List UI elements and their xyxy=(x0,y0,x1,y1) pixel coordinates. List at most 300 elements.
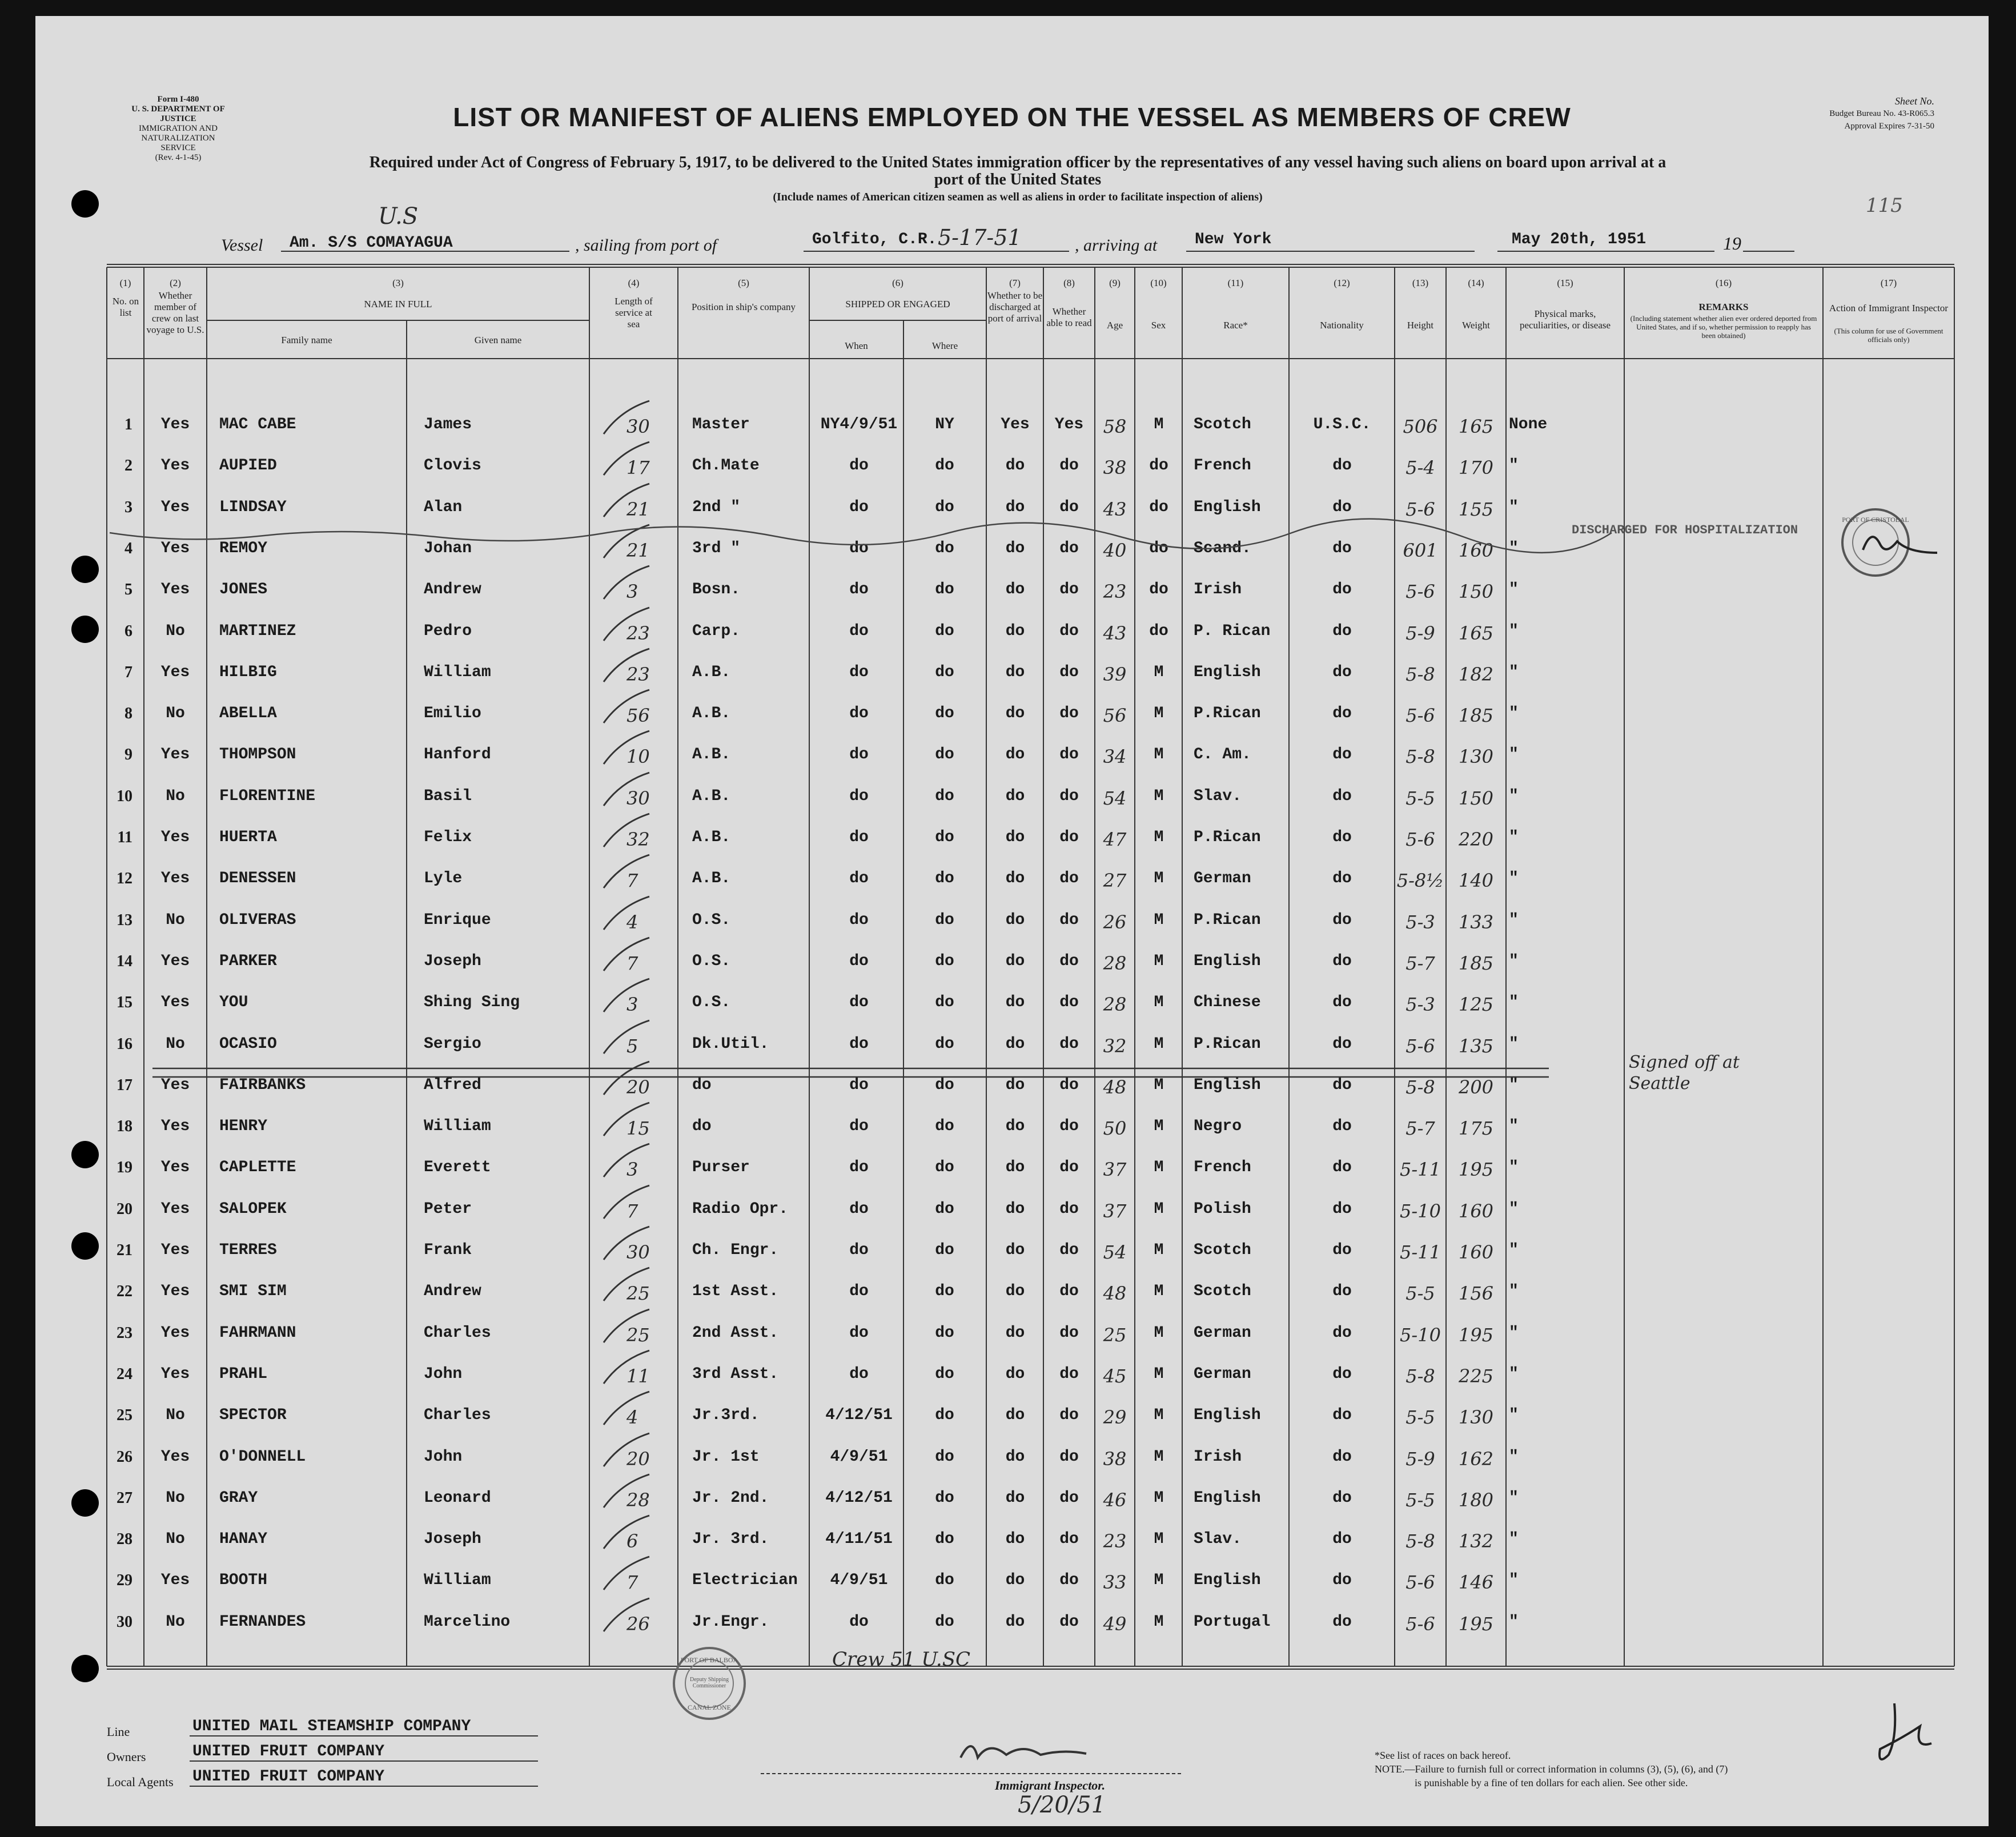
height-cell: 5-8½ xyxy=(1396,870,1444,891)
col2-num: (2) xyxy=(170,278,181,288)
position-cell: 3rd " xyxy=(692,540,741,557)
row-number: 13 xyxy=(117,911,132,929)
marks-cell: " xyxy=(1509,705,1519,722)
marks-cell: " xyxy=(1509,1324,1519,1342)
race-cell: English xyxy=(1194,664,1261,681)
row-number: 18 xyxy=(117,1118,132,1135)
year-label: 19 xyxy=(1723,233,1741,254)
can-read-cell: do xyxy=(1059,1118,1079,1135)
service-cell: 5 xyxy=(627,1035,638,1057)
last-voyage-cell: Yes xyxy=(160,1448,190,1466)
service-cell: 4 xyxy=(627,911,638,933)
service-cell: 11 xyxy=(627,1365,650,1387)
sex-cell: M xyxy=(1154,1613,1164,1631)
col11-num: (11) xyxy=(1227,278,1244,288)
age-cell: 50 xyxy=(1103,1118,1127,1139)
nationality-cell: do xyxy=(1332,664,1352,681)
col6-num: (6) xyxy=(892,278,903,288)
row-number: 3 xyxy=(125,499,132,516)
shipped-when-cell: do xyxy=(849,1118,869,1135)
service-cell: 56 xyxy=(627,705,650,726)
last-voyage-cell: Yes xyxy=(160,540,190,557)
last-voyage-cell: Yes xyxy=(160,746,190,763)
discharged-cell: do xyxy=(1005,952,1025,970)
weight-cell: 133 xyxy=(1458,911,1494,933)
sex-cell: M xyxy=(1154,664,1164,681)
weight-cell: 125 xyxy=(1458,994,1494,1015)
col8-num: (8) xyxy=(1063,278,1075,288)
service-cell: 3 xyxy=(627,1159,638,1180)
line-value: UNITED MAIL STEAMSHIP COMPANY xyxy=(192,1718,471,1735)
given-name-cell: Marcelino xyxy=(424,1613,511,1631)
shipped-where-cell: do xyxy=(935,952,954,970)
row-number: 19 xyxy=(117,1159,132,1176)
given-name-cell: John xyxy=(424,1365,463,1383)
can-read-cell: Yes xyxy=(1054,416,1084,433)
last-voyage-cell: No xyxy=(166,705,185,722)
shipped-where-cell: do xyxy=(935,1448,954,1466)
position-cell: Jr. 2nd. xyxy=(692,1489,769,1507)
weight-cell: 220 xyxy=(1458,829,1494,850)
age-cell: 25 xyxy=(1103,1324,1127,1346)
weight-cell: 160 xyxy=(1458,540,1494,561)
given-name-cell: Basil xyxy=(424,787,472,805)
race-cell: German xyxy=(1194,1324,1251,1342)
height-cell: 5-5 xyxy=(1405,1283,1435,1304)
manifest-sheet xyxy=(35,16,1989,1826)
weight-cell: 170 xyxy=(1458,457,1494,479)
last-voyage-cell: Yes xyxy=(160,870,190,887)
discharged-cell: do xyxy=(1005,1324,1025,1342)
race-cell: P.Rican xyxy=(1194,1035,1261,1053)
col8-label: Whether able to read xyxy=(1046,306,1092,328)
discharged-cell: do xyxy=(1005,581,1025,598)
service-cell: 21 xyxy=(627,499,650,520)
sex-cell: M xyxy=(1154,1448,1164,1466)
family-name-cell: FERNANDES xyxy=(219,1613,306,1631)
subtitle-line-3: (Include names of American citizen seamen as well as aliens in order to facilitate inspection of aliens) xyxy=(773,191,1263,203)
can-read-cell: do xyxy=(1059,1530,1079,1548)
age-cell: 38 xyxy=(1103,457,1127,479)
given-name-cell: Joseph xyxy=(424,1530,481,1548)
weight-cell: 150 xyxy=(1458,787,1494,809)
marks-cell: " xyxy=(1509,1035,1519,1053)
approval-expires: Approval Expires 7-31-50 xyxy=(1844,122,1934,131)
col1-num: (1) xyxy=(119,278,131,288)
sex-cell: M xyxy=(1154,1324,1164,1342)
family-name-cell: THOMPSON xyxy=(219,746,296,763)
sex-cell: M xyxy=(1154,1076,1164,1094)
shipped-where-cell: do xyxy=(935,1613,954,1631)
col9-label: Age xyxy=(1106,320,1123,331)
sex-cell: M xyxy=(1154,870,1164,887)
shipped-when-cell: do xyxy=(849,1159,869,1176)
line-label: Line xyxy=(107,1725,130,1739)
given-name-cell: William xyxy=(424,1118,491,1135)
weight-cell: 180 xyxy=(1458,1489,1494,1511)
race-cell: Irish xyxy=(1194,1448,1242,1466)
marks-cell: " xyxy=(1509,911,1519,929)
footer-lines xyxy=(35,16,1989,1826)
can-read-cell: do xyxy=(1059,1489,1079,1507)
shipped-when-cell: do xyxy=(849,1035,869,1053)
can-read-cell: do xyxy=(1059,499,1079,516)
nationality-cell: do xyxy=(1332,829,1352,846)
height-cell: 5-5 xyxy=(1405,1406,1435,1428)
sex-cell: M xyxy=(1154,1406,1164,1424)
budget-bureau: Budget Bureau No. 43-R065.3 xyxy=(1829,109,1934,118)
can-read-cell: do xyxy=(1059,1613,1079,1631)
service-cell: 25 xyxy=(627,1283,650,1304)
col3-label: NAME IN FULL xyxy=(364,299,432,309)
row-number: 15 xyxy=(117,994,132,1011)
height-cell: 5-3 xyxy=(1405,994,1435,1015)
discharged-remark: DISCHARGED FOR HOSPITALIZATION xyxy=(1572,523,1798,537)
family-name-cell: FLORENTINE xyxy=(219,787,316,805)
col7-label: Whether to be discharged at port of arrival xyxy=(987,290,1043,324)
col15-label: Physical marks, peculiarities, or disease xyxy=(1519,308,1611,331)
weight-cell: 165 xyxy=(1458,622,1494,644)
sex-cell: do xyxy=(1149,457,1168,475)
given-name-cell: Pedro xyxy=(424,622,472,640)
department: U. S. DEPARTMENT OF JUSTICE xyxy=(131,104,225,123)
discharged-cell: do xyxy=(1005,664,1025,681)
marks-cell: " xyxy=(1509,1406,1519,1424)
marks-cell: " xyxy=(1509,1613,1519,1631)
age-cell: 23 xyxy=(1103,1530,1127,1552)
shipped-when-cell: do xyxy=(849,787,869,805)
col7-num: (7) xyxy=(1009,278,1021,288)
weight-cell: 132 xyxy=(1458,1530,1494,1552)
balboa-stamp-top: PORT OF BALBOA xyxy=(680,1656,738,1664)
position-cell: Bosn. xyxy=(692,581,741,598)
given-name-cell: Hanford xyxy=(424,746,491,763)
height-cell: 5-10 xyxy=(1400,1200,1441,1222)
discharged-cell: do xyxy=(1005,829,1025,846)
shipped-when-cell: do xyxy=(849,1283,869,1300)
row-number: 30 xyxy=(117,1613,132,1631)
service-name: IMMIGRATION AND NATURALIZATION SERVICE xyxy=(139,124,218,152)
row-number: 29 xyxy=(117,1571,132,1589)
shipped-when-cell: do xyxy=(849,1613,869,1631)
sailing-label: , sailing from port of xyxy=(575,236,717,255)
nationality-cell: do xyxy=(1332,1489,1352,1507)
nationality-cell: do xyxy=(1332,1324,1352,1342)
height-cell: 5-10 xyxy=(1400,1324,1441,1346)
service-cell: 30 xyxy=(627,1241,650,1263)
shipped-when-cell: do xyxy=(849,581,869,598)
col10-label: Sex xyxy=(1151,320,1166,331)
marks-cell: " xyxy=(1509,1489,1519,1507)
subtitle-line-1: Required under Act of Congress of February 5, 1917, to be delivered to the United States immigration officer by the representatives of any vessel having such aliens on board upon arrival at a xyxy=(369,154,1666,171)
shipped-where-cell: do xyxy=(935,870,954,887)
col17-note: (This column for use of Government officials only) xyxy=(1834,327,1943,344)
port-to: New York xyxy=(1195,231,1272,248)
age-cell: 56 xyxy=(1103,705,1127,726)
shipped-where-cell: do xyxy=(935,1241,954,1259)
service-cell: 20 xyxy=(627,1448,650,1470)
weight-cell: 135 xyxy=(1458,1035,1494,1057)
shipped-when-cell: do xyxy=(849,457,869,475)
discharged-cell: do xyxy=(1005,499,1025,516)
service-cell: 7 xyxy=(627,1200,638,1222)
shipped-when-cell: do xyxy=(849,1324,869,1342)
last-voyage-cell: Yes xyxy=(160,457,190,475)
marks-cell: " xyxy=(1509,787,1519,805)
height-cell: 5-11 xyxy=(1400,1241,1441,1263)
row-number: 6 xyxy=(125,622,132,640)
height-cell: 601 xyxy=(1403,540,1438,561)
height-cell: 5-9 xyxy=(1405,622,1435,644)
given-name-cell: Charles xyxy=(424,1324,491,1342)
last-voyage-cell: Yes xyxy=(160,952,190,970)
position-cell: A.B. xyxy=(692,746,731,763)
age-cell: 37 xyxy=(1103,1159,1127,1180)
sex-cell: M xyxy=(1154,1283,1164,1300)
service-cell: 32 xyxy=(627,829,650,850)
given-name-cell: Charles xyxy=(424,1406,491,1424)
shipped-where-cell: do xyxy=(935,994,954,1011)
shipped-when-cell: 4/12/51 xyxy=(825,1489,893,1507)
nationality-cell: do xyxy=(1332,870,1352,887)
height-cell: 5-6 xyxy=(1405,1571,1435,1593)
col3-num: (3) xyxy=(392,278,404,288)
nationality-cell: do xyxy=(1332,787,1352,805)
shipped-where-cell: do xyxy=(935,746,954,763)
port-from-date-hand: 5-17-51 xyxy=(938,225,1022,250)
vessel-label: Vessel xyxy=(221,236,263,255)
can-read-cell: do xyxy=(1059,829,1079,846)
col4-label: Length of service at sea xyxy=(615,296,653,329)
position-cell: Radio Opr. xyxy=(692,1200,789,1218)
service-cell: 17 xyxy=(627,457,650,479)
position-cell: Jr. 1st xyxy=(692,1448,760,1466)
age-cell: 23 xyxy=(1103,581,1127,602)
age-cell: 58 xyxy=(1103,416,1127,437)
row-number: 22 xyxy=(117,1283,132,1300)
nationality-cell: do xyxy=(1332,499,1352,516)
nationality-cell: do xyxy=(1332,746,1352,763)
last-voyage-cell: Yes xyxy=(160,664,190,681)
discharged-cell: do xyxy=(1005,705,1025,722)
height-cell: 5-7 xyxy=(1405,1118,1435,1139)
shipped-when-cell: do xyxy=(849,664,869,681)
race-cell: Polish xyxy=(1194,1200,1251,1218)
family-name-cell: HENRY xyxy=(219,1118,268,1135)
position-cell: Jr.3rd. xyxy=(692,1406,760,1424)
col17-num: (17) xyxy=(1880,278,1897,288)
shipped-where-cell: do xyxy=(935,1324,954,1342)
shipped-when-cell: do xyxy=(849,911,869,929)
race-cell: English xyxy=(1194,1571,1261,1589)
col16-label: REMARKS xyxy=(1698,302,1749,312)
marks-cell: " xyxy=(1509,746,1519,763)
col11-label: Race* xyxy=(1223,320,1248,331)
col9-num: (9) xyxy=(1109,278,1121,288)
shipped-where-cell: do xyxy=(935,1283,954,1300)
weight-cell: 185 xyxy=(1458,705,1494,726)
marks-cell: " xyxy=(1509,664,1519,681)
marks-cell: " xyxy=(1509,1283,1519,1300)
given-name-cell: James xyxy=(424,416,472,433)
col5-label: Position in ship's company xyxy=(691,302,796,312)
given-name-cell: Everett xyxy=(424,1159,491,1176)
age-cell: 37 xyxy=(1103,1200,1127,1222)
position-cell: Electrician xyxy=(692,1571,798,1589)
service-cell: 28 xyxy=(627,1489,650,1511)
shipped-when-cell: do xyxy=(849,1365,869,1383)
last-voyage-cell: Yes xyxy=(160,1159,190,1176)
race-cell: Portugal xyxy=(1194,1613,1271,1631)
age-cell: 28 xyxy=(1103,994,1127,1015)
shipped-where-cell: do xyxy=(935,1200,954,1218)
height-cell: 5-7 xyxy=(1405,952,1435,974)
age-cell: 34 xyxy=(1103,746,1127,767)
can-read-cell: do xyxy=(1059,1200,1079,1218)
weight-cell: 185 xyxy=(1458,952,1494,974)
position-cell: Jr.Engr. xyxy=(692,1613,769,1631)
discharged-cell: do xyxy=(1005,1241,1025,1259)
race-cell: English xyxy=(1194,1406,1261,1424)
marks-cell: " xyxy=(1509,1241,1519,1259)
row-number: 1 xyxy=(125,416,132,433)
shipped-where-cell: do xyxy=(935,705,954,722)
family-name-cell: FAHRMANN xyxy=(219,1324,296,1342)
discharged-cell: do xyxy=(1005,746,1025,763)
sex-cell: M xyxy=(1154,829,1164,846)
race-cell: English xyxy=(1194,952,1261,970)
family-name-cell: LINDSAY xyxy=(219,499,287,516)
discharged-cell: Yes xyxy=(1001,416,1030,433)
marks-cell: " xyxy=(1509,1530,1519,1548)
nationality-cell: do xyxy=(1332,581,1352,598)
height-cell: 5-6 xyxy=(1405,1035,1435,1057)
height-cell: 5-6 xyxy=(1405,581,1435,602)
age-cell: 54 xyxy=(1103,1241,1127,1263)
col12-label: Nationality xyxy=(1320,320,1364,331)
race-cell: French xyxy=(1194,457,1251,475)
race-cell: Scotch xyxy=(1194,416,1251,433)
sex-cell: do xyxy=(1149,499,1168,516)
service-cell: 30 xyxy=(627,787,650,809)
family-name-cell: MARTINEZ xyxy=(219,622,296,640)
family-name-cell: JONES xyxy=(219,581,268,598)
row-number: 23 xyxy=(117,1324,132,1342)
discharged-cell: do xyxy=(1005,1283,1025,1300)
given-name-cell: Alan xyxy=(424,499,463,516)
last-voyage-cell: No xyxy=(166,787,185,805)
last-voyage-cell: Yes xyxy=(160,1118,190,1135)
row-number: 4 xyxy=(125,540,132,557)
nationality-cell: do xyxy=(1332,1118,1352,1135)
marks-cell: " xyxy=(1509,1076,1519,1094)
weight-cell: 130 xyxy=(1458,1406,1494,1428)
shipped-where-cell: do xyxy=(935,622,954,640)
family-name-cell: TERRES xyxy=(219,1241,277,1259)
col3-given: Given name xyxy=(474,335,522,345)
can-read-cell: do xyxy=(1059,1448,1079,1466)
sex-cell: M xyxy=(1154,1035,1164,1053)
row-number: 11 xyxy=(117,829,132,846)
owners-value: UNITED FRUIT COMPANY xyxy=(192,1743,385,1760)
height-cell: 5-8 xyxy=(1405,1530,1435,1552)
sex-cell: do xyxy=(1149,622,1168,640)
balboa-stamp-middle: Deputy Shipping Commissioner xyxy=(689,1677,729,1689)
given-name-cell: Johan xyxy=(424,540,472,557)
last-voyage-cell: No xyxy=(166,622,185,640)
given-name-cell: Alfred xyxy=(424,1076,481,1094)
age-cell: 32 xyxy=(1103,1035,1127,1057)
age-cell: 46 xyxy=(1103,1489,1127,1511)
weight-cell: 156 xyxy=(1458,1283,1494,1304)
last-voyage-cell: No xyxy=(166,1613,185,1631)
row-number: 24 xyxy=(117,1365,132,1383)
given-name-cell: Lyle xyxy=(424,870,463,887)
col17-label: Action of Immigrant Inspector xyxy=(1829,303,1949,313)
discharged-cell: do xyxy=(1005,787,1025,805)
shipped-where-cell: do xyxy=(935,1530,954,1548)
nationality-cell: do xyxy=(1332,1365,1352,1383)
col16-num: (16) xyxy=(1715,278,1732,288)
race-cell: Slav. xyxy=(1194,1530,1242,1548)
nationality-cell: do xyxy=(1332,1035,1352,1053)
shipped-when-cell: do xyxy=(849,1200,869,1218)
failure-note: NOTE.—Failure to furnish full or correct information in columns (3), (5), (6), and (7) xyxy=(1375,1763,1728,1775)
shipped-where-cell: do xyxy=(935,1159,954,1176)
can-read-cell: do xyxy=(1059,664,1079,681)
family-name-cell: ABELLA xyxy=(219,705,277,722)
position-cell: O.S. xyxy=(692,952,731,970)
race-cell: Scand. xyxy=(1194,540,1251,557)
can-read-cell: do xyxy=(1059,994,1079,1011)
marks-cell: " xyxy=(1509,499,1519,516)
position-cell: Master xyxy=(692,416,750,433)
family-name-cell: O'DONNELL xyxy=(219,1448,306,1466)
weight-cell: 162 xyxy=(1458,1448,1494,1470)
balboa-stamp-bottom: CANAL ZONE xyxy=(688,1703,731,1711)
can-read-cell: do xyxy=(1059,1406,1079,1424)
position-cell: Ch.Mate xyxy=(692,457,760,475)
last-voyage-cell: Yes xyxy=(160,1241,190,1259)
marks-cell: " xyxy=(1509,1200,1519,1218)
age-cell: 47 xyxy=(1103,829,1127,850)
age-cell: 40 xyxy=(1103,540,1127,561)
can-read-cell: do xyxy=(1059,1571,1079,1589)
height-cell: 5-5 xyxy=(1405,787,1435,809)
shipped-where-cell: do xyxy=(935,664,954,681)
position-cell: A.B. xyxy=(692,829,731,846)
shipped-when-cell: 4/9/51 xyxy=(830,1571,888,1589)
signed-off-remark: Signed off at xyxy=(1629,1052,1740,1072)
col5-num: (5) xyxy=(738,278,749,288)
marks-cell: " xyxy=(1509,581,1519,598)
subtitle-line-2: port of the United States xyxy=(934,171,1102,188)
weight-cell: 195 xyxy=(1458,1324,1494,1346)
service-cell: 23 xyxy=(627,664,650,685)
last-voyage-cell: Yes xyxy=(160,1571,190,1589)
can-read-cell: do xyxy=(1059,911,1079,929)
page-mark: 115 xyxy=(1866,194,1903,217)
service-cell: 30 xyxy=(627,416,650,437)
service-cell: 6 xyxy=(627,1530,638,1552)
service-cell: 7 xyxy=(627,1571,638,1593)
sex-cell: M xyxy=(1154,994,1164,1011)
family-name-cell: PRAHL xyxy=(219,1365,268,1383)
nationality-cell: do xyxy=(1332,952,1352,970)
height-cell: 506 xyxy=(1403,416,1438,437)
sex-cell: M xyxy=(1154,705,1164,722)
height-cell: 5-3 xyxy=(1405,911,1435,933)
